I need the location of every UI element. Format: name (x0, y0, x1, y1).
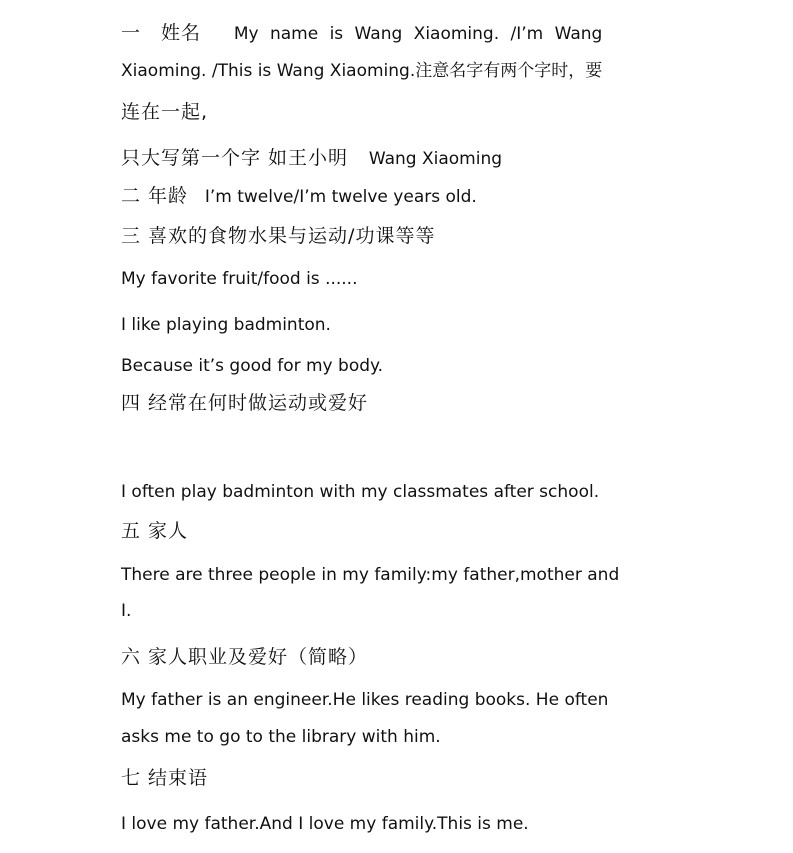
section-heading: 三 喜欢的食物水果与运动/功课等等 (121, 225, 436, 247)
text-line: My favorite fruit/food is ...... (121, 269, 358, 289)
section-heading: 一 姓名 (121, 22, 202, 44)
text-line: I love my father.And I love my family.This is me. (121, 814, 529, 834)
text-line: My name is Wang Xiaoming. /I’m Wang (233, 24, 603, 44)
text-line: My father is an engineer.He likes reading books. He often (121, 690, 609, 710)
section-heading: 五 家人 (121, 520, 189, 542)
section-heading: 六 家人职业及爱好（简略） (121, 646, 369, 668)
section-heading: 二 年龄 (121, 185, 189, 207)
text-line: 连在一起, (121, 101, 209, 123)
text-line: I. (121, 601, 132, 621)
name-example-line (121, 147, 502, 170)
text-line: Xiaoming. /This is Wang Xiaoming.注意名字有两个字时，要 (121, 61, 603, 81)
section-1-heading-line (121, 22, 602, 45)
text-line: asks me to go to the library with him. (121, 727, 441, 747)
text-line: I like playing badminton. (121, 315, 331, 335)
text-line: Because it’s good for my body. (121, 356, 384, 376)
text-line: Wang Xiaoming (368, 149, 503, 169)
section-heading: 四 经常在何时做运动或爱好 (121, 392, 369, 414)
text-line: I’m twelve/I’m twelve years old. (204, 187, 477, 207)
section-2-line (121, 185, 477, 208)
text-line: There are three people in my family:my father,mother and (121, 565, 620, 585)
text-line: I often play badminton with my classmates after school. (121, 482, 600, 502)
text-line: 只大写第一个字 如王小明 (121, 147, 349, 169)
section-heading: 七 结束语 (121, 767, 209, 789)
